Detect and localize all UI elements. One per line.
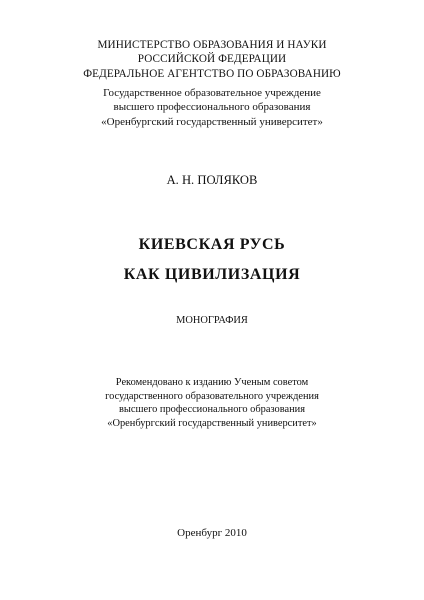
institution-line: «Оренбургский государственный университет» [101,115,323,128]
recommendation-line: Рекомендовано к изданию Ученым советом [115,377,309,388]
ministry-line: РОССИЙСКОЙ ФЕДЕРАЦИИ [137,53,287,66]
institution-line: Государственное образовательное учреждение [103,87,321,99]
book-title-line: КАК ЦИВИЛИЗАЦИЯ [123,266,301,283]
recommendation-line: государственного образовательного учреждения [105,390,319,402]
ministry-header [0,38,424,81]
recommendation-line: высшего профессионального образования [119,404,305,416]
recommendation-note [0,376,424,430]
book-title-line: КИЕВСКАЯ РУСЬ [138,236,286,253]
institution-header [0,86,424,129]
book-title [0,230,424,290]
institution-line: высшего профессионального образования [113,101,311,114]
place-and-year: Оренбург 2010 [177,527,247,539]
ministry-line: МИНИСТЕРСТВО ОБРАЗОВАНИЯ И НАУКИ [97,39,327,51]
book-genre: МОНОГРАФИЯ [176,315,248,326]
ministry-line: ФЕДЕРАЛЬНОЕ АГЕНТСТВО ПО ОБРАЗОВАНИЮ [83,67,341,80]
recommendation-line: «Оренбургский государственный университет» [107,417,317,429]
author-name: А. Н. ПОЛЯКОВ [166,173,258,187]
